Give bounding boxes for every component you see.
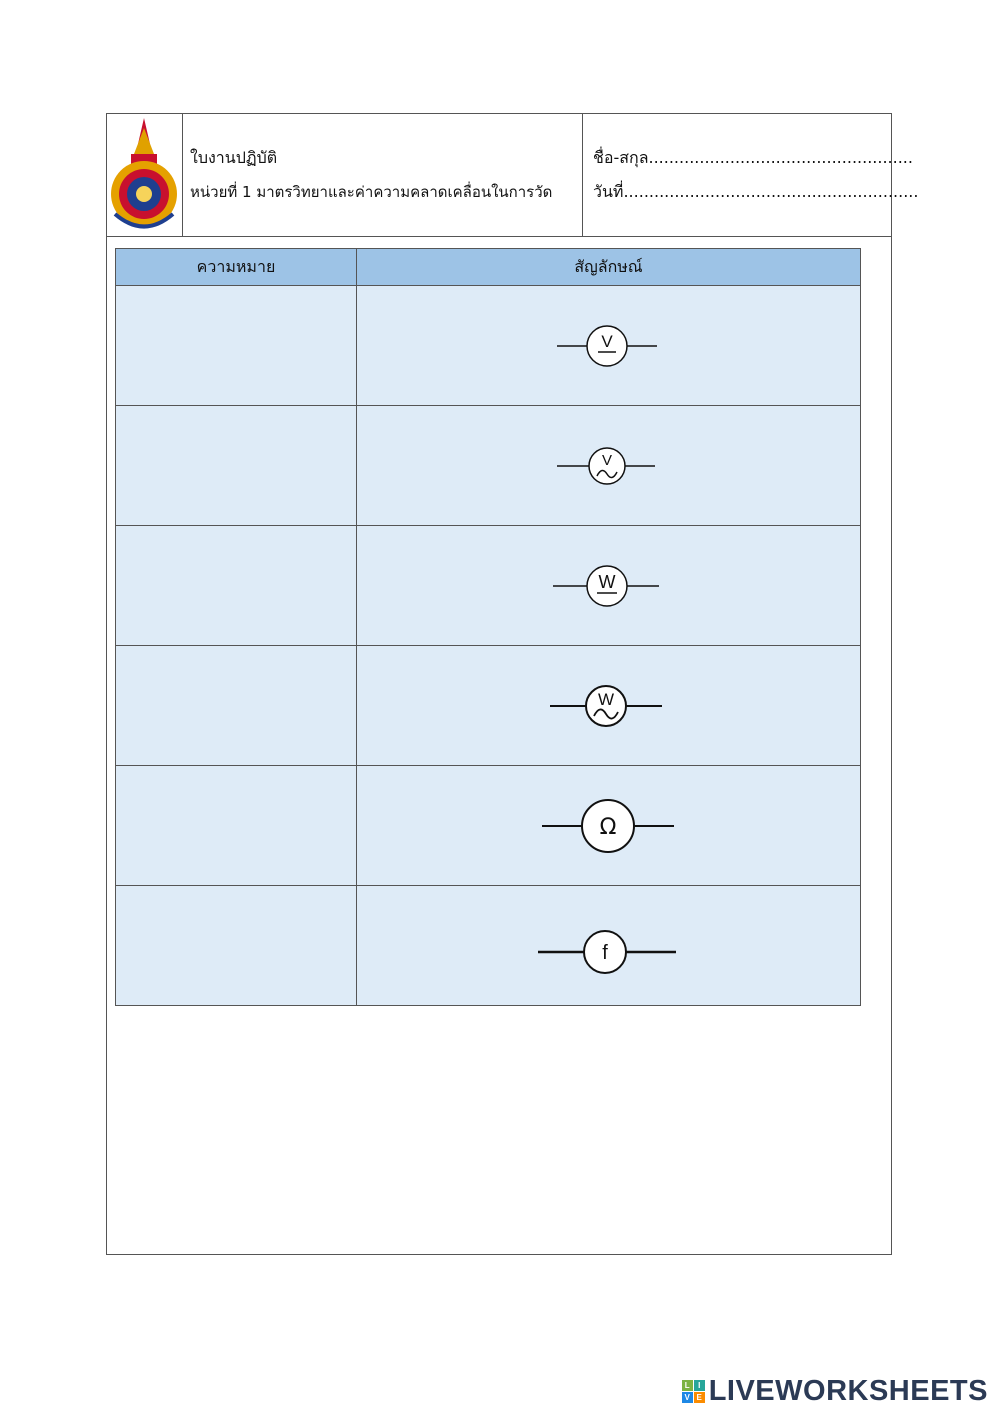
symbol-table bbox=[115, 248, 861, 1006]
brand-grid-letter: E bbox=[694, 1392, 705, 1403]
date-field bbox=[593, 180, 919, 205]
symbol-letter: V bbox=[601, 451, 613, 469]
symbol-letter: W bbox=[598, 571, 616, 592]
ac-voltmeter-icon bbox=[557, 436, 717, 496]
symbol-cell bbox=[357, 526, 861, 646]
meaning-answer-cell[interactable] bbox=[116, 286, 357, 406]
table-row bbox=[116, 406, 861, 526]
symbol-column-header: สัญลักษณ์ bbox=[357, 249, 861, 286]
worksheet-title: ใบงานปฏิบัติ bbox=[190, 148, 278, 167]
symbol-letter: Ω bbox=[599, 814, 617, 840]
ac-wattmeter-icon bbox=[550, 676, 710, 736]
symbol-cell bbox=[357, 406, 861, 526]
brand-grid-letter: I bbox=[694, 1380, 705, 1391]
name-dots: .................................................... bbox=[648, 148, 913, 167]
meaning-column-header: ความหมาย bbox=[116, 249, 357, 286]
unit-title: หน่วยที่ 1 มาตรวิทยาและค่าความคลาดเคลื่อนในการวัด bbox=[190, 183, 553, 201]
meaning-answer-cell[interactable] bbox=[116, 646, 357, 766]
meaning-answer-cell[interactable] bbox=[116, 886, 357, 1006]
symbol-letter: W bbox=[597, 689, 615, 709]
name-label: ชื่อ-สกุล bbox=[593, 148, 649, 167]
symbol-cell bbox=[357, 646, 861, 766]
table-header-row bbox=[116, 249, 861, 286]
symbol-letter: V bbox=[601, 331, 613, 351]
table-row bbox=[116, 286, 861, 406]
student-info-cell bbox=[583, 114, 919, 236]
meaning-answer-cell[interactable] bbox=[116, 406, 357, 526]
brand-name: LIVEWORKSHEETS bbox=[708, 1374, 988, 1407]
symbol-cell bbox=[357, 286, 861, 406]
frequency-meter-icon bbox=[538, 920, 698, 980]
liveworksheets-brand bbox=[682, 1374, 988, 1408]
ohmmeter-icon bbox=[542, 796, 702, 856]
brand-grid-letter: V bbox=[682, 1392, 693, 1403]
logo-cell bbox=[107, 114, 183, 236]
university-logo bbox=[107, 114, 182, 236]
symbol-letter: f bbox=[602, 941, 608, 964]
worksheet-header bbox=[107, 114, 919, 237]
name-field bbox=[593, 146, 913, 171]
table-row bbox=[116, 766, 861, 886]
symbol-cell bbox=[357, 766, 861, 886]
date-label: วันที่ bbox=[593, 182, 624, 201]
date-dots: .......................................................... bbox=[623, 182, 919, 201]
meaning-answer-cell[interactable] bbox=[116, 766, 357, 886]
meaning-answer-cell[interactable] bbox=[116, 526, 357, 646]
brand-grid-letter: L bbox=[682, 1380, 693, 1391]
symbol-cell bbox=[357, 886, 861, 1006]
dc-voltmeter-icon bbox=[557, 316, 717, 376]
dc-wattmeter-icon bbox=[553, 556, 713, 616]
brand-logo-icon bbox=[682, 1380, 705, 1403]
title-cell bbox=[182, 114, 583, 236]
table-row bbox=[116, 646, 861, 766]
table-row bbox=[116, 526, 861, 646]
table-row bbox=[116, 886, 861, 1006]
